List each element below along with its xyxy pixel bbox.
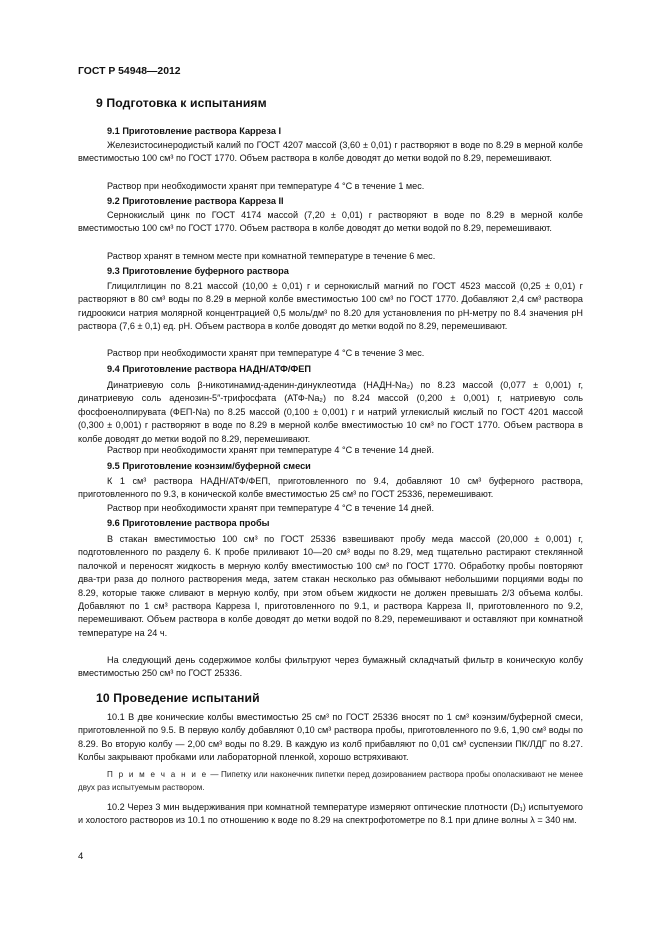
paragraph: Динатриевую соль β-никотинамид-аденин-динуклеотида (НАДН-Na₂) по 8.23 массой (0,077 ± 0,001) г, динатриевую соль аденозин-5″-трифосфата (АТФ-Na₂) по 8.24 массой (0,200 ± 0,001) г, натриевую соль фосфоенолпирувата (ФЕП-Na) по 8.25 массой (0,100 ± 0,001) г и натрий углекислый кислый по ГОСТ 4201 массой (0,300 ± 0,001) г растворяют в воде по 8.29 в мерной колбе вместимостью 10 см³ по ГОСТ 1770. Объем раствора в колбе доводят до метки водой по 8.29, перемешивают. — [78, 380, 583, 444]
subsection-9-4-heading: 9.4 Приготовление раствора НАДН/АТФ/ФЕП — [107, 364, 311, 374]
paragraph-10-2: 10.2 Через 3 мин выдерживания при комнатной температуре измеряют оптические плотности (D₁) испытуемого и холостого растворов из 10.1 по отношению к воде по 8.29 на спектрофотометре по 8.1 при длине волны λ = 340 нм. — [78, 802, 583, 826]
paragraph: Раствор хранят в темном месте при комнатной температуре в течение 6 мес. — [107, 251, 436, 261]
paragraph: К 1 см³ раствора НАДН/АТФ/ФЕП, приготовленного по 9.4, добавляют 10 см³ буферного раствора, приготовленного по 9.3, в конической колбе вместимостью 25 см³ по ГОСТ 25336, перемешивают. — [78, 476, 583, 500]
paragraph: Раствор при необходимости хранят при температуре 4 °С в течение 3 мес. — [107, 348, 425, 358]
section-10-heading: 10 Проведение испытаний — [96, 691, 260, 705]
subsection-9-6-heading: 9.6 Приготовление раствора пробы — [107, 518, 270, 528]
document-header: ГОСТ Р 54948—2012 — [78, 66, 181, 77]
paragraph: Раствор при необходимости хранят при температуре 4 °С в течение 14 дней. — [107, 445, 434, 455]
note-label: П р и м е ч а н и е — [107, 770, 208, 779]
paragraph: Глицилглицин по 8.21 массой (10,00 ± 0,01) г и сернокислый магний по ГОСТ 4523 массой (0,25 ± 0,01) г растворяют в 80 см³ воды по 8.29 в мерной колбе вместимостью 100 см³ по ГОСТ 1770. Добавляют 2,4 см³ раствора гидроокиси натрия молярной концентрацией 0,5 моль/дм³ по 8.20 для установления по pH-метру по 8.4 значения pH раствора (7,6 ± 0,1) ед. pH. Объем раствора в колбе доводят до метки водой по 8.29, перемешивают. — [78, 281, 583, 332]
subsection-9-2-heading: 9.2 Приготовление раствора Карреза II — [107, 196, 284, 206]
subsection-9-1-heading: 9.1 Приготовление раствора Карреза I — [107, 126, 282, 136]
note — [78, 769, 583, 794]
subsection-9-5-heading: 9.5 Приготовление коэнзим/буферной смеси — [107, 461, 311, 471]
paragraph: Раствор при необходимости хранят при температуре 4 °С в течение 1 мес. — [107, 181, 425, 191]
page-number: 4 — [78, 851, 84, 862]
paragraph: На следующий день содержимое колбы фильтруют через бумажный складчатый фильтр в коническую колбу вместимостью 250 см³ по ГОСТ 25336. — [78, 655, 583, 679]
paragraph-10-1: 10.1 В две конические колбы вместимостью 25 см³ по ГОСТ 25336 вносят по 1 см³ коэнзим/буферной смеси, приготовленной по 9.5. В первую колбу добавляют 0,10 см³ раствора пробы, приготовленного по 9.6, 1,90 см³ воды по 8.29. Во вторую колбу — 2,00 см³ воды по 8.29. В каждую из колб прибавляют по 0,01 см³ суспензии ПК/ЛДГ по 8.27. Колбы закрывают пробками или лабораторной пленкой, хорошо встряхивают. — [78, 712, 583, 763]
paragraph: Раствор при необходимости хранят при температуре 4 °С в течение 14 дней. — [107, 503, 434, 513]
subsection-9-3-heading: 9.3 Приготовление буферного раствора — [107, 266, 289, 276]
paragraph: Сернокислый цинк по ГОСТ 4174 массой (7,20 ± 0,01) г растворяют в воде по 8.29 в мерной колбе вместимостью 100 см³ по ГОСТ 1770. Объем раствора в колбе доводят до метки водой по 8.29, перемешивают. — [78, 210, 583, 234]
section-9-heading: 9 Подготовка к испытаниям — [96, 96, 267, 110]
paragraph: Железистосинеродистый калий по ГОСТ 4207 массой (3,60 ± 0,01) г растворяют в воде по 8.29 в мерной колбе вместимостью 100 см³ по ГОСТ 1770. Объем раствора в колбе доводят до метки водой по 8.29, перемешивают. — [78, 140, 583, 164]
note-text: — Пипетку или наконечник пипетки перед дозированием раствора пробы ополаскивают не менее двух раз испытуемым раствором. — [78, 770, 583, 792]
paragraph: В стакан вместимостью 100 см³ по ГОСТ 25336 взвешивают пробу меда массой (20,000 ± 0,001) г, подготовленного по разделу 6. К пробе приливают 10—20 см³ воды по 8.29, мед тщательно растирают стеклянной палочкой и переносят жидкость в мерную колбу вместимостью 100 см³ по ГОСТ 1770. Обработку пробы повторяют два-три раза до полного растворения меда, затем стакан несколько раз обмывают небольшими порциями воды по 8.29, которые также сливают в мерную колбу, при этом объем жидкости не должен превышать 2/3 объема колбы. Добавляют по 1 см³ раствора Карреза I, приготовленного по 9.1, и раствора Карреза II, приготовленного по 9.2, перемешивают. Объем раствора в колбе доводят до метки водой по 8.29, перемешивают и оставляют при комнатной температуре на 24 ч. — [78, 534, 583, 638]
